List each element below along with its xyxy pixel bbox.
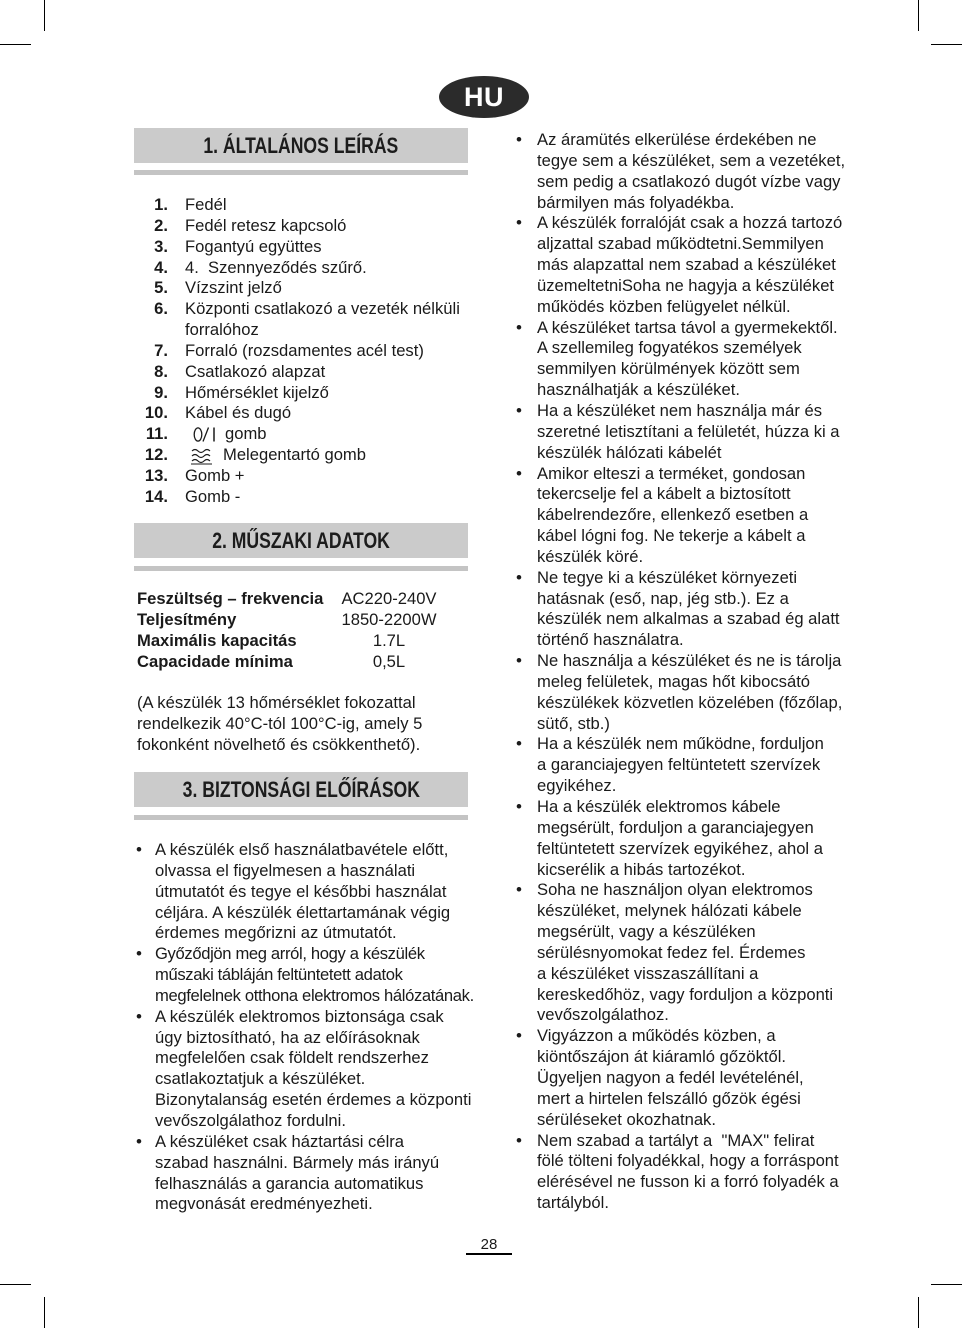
language-badge: HU	[439, 76, 529, 118]
list-item	[130, 403, 475, 424]
bullet-item	[516, 1026, 936, 1130]
item-label: gomb	[225, 424, 267, 444]
bullet-text: Vigyázzon a működés közben, a kiöntőszájon át kiáramló gőzöktől. Ügyeljen nagyon a fedél levételénél, mert a hirtelen felszálló gőzök égési sérüléseket okozhatnak.	[537, 1026, 804, 1129]
item-label: Központi csatlakozó a vezeték nélküli forralóhoz	[185, 299, 465, 340]
bullet-item	[516, 213, 936, 317]
item-number: 12.	[144, 445, 168, 465]
bullet-symbol: •	[516, 463, 522, 483]
crop-mark-top-left-vertical	[44, 0, 45, 31]
bullet-item	[136, 840, 481, 944]
bullet-text: Ha a készüléket nem használja már és szeretné letisztítani a felületét, húzza ki a készülék hálózati kábelét	[537, 400, 840, 462]
spec-row	[137, 631, 447, 652]
spec-label: Feszültség – frekvencia	[137, 589, 324, 608]
bullet-item	[516, 880, 936, 1026]
bullet-symbol: •	[516, 1130, 522, 1150]
spec-row	[137, 610, 447, 631]
item-label: Gomb -	[185, 486, 241, 506]
bullet-text: A készülék elektromos biztonsága csak úgy biztosítható, ha az előírásoknak megfelelően csak földelt rendszerhez csatlakoztatjuk a készüléket. Bizonytalanság esetén érdemes a központi vevőszolgálathoz fordulni.	[155, 1006, 472, 1130]
item-number: 5.	[154, 278, 168, 298]
item-number: 6.	[154, 299, 168, 319]
bullet-symbol: •	[516, 317, 522, 337]
item-label: Csatlakozó alapzat	[185, 361, 326, 381]
section-header-general-description	[134, 128, 468, 163]
item-label: Forraló (rozsdamentes acél test)	[185, 340, 424, 360]
bullet-text: Ne tegye ki a készüléket környezeti hatásnak (eső, nap, jég stb.). Ez a készülék nem alkalmas a szabad ég alatt történő használatra.	[537, 567, 840, 650]
crop-mark-bottom-right-vertical	[918, 1297, 919, 1328]
crop-mark-bottom-left-horizontal	[0, 1284, 31, 1285]
bullet-symbol: •	[516, 130, 522, 149]
keep-warm-icon	[188, 447, 215, 465]
safety-list-left	[136, 840, 481, 1215]
list-item	[130, 341, 475, 362]
bullet-symbol: •	[516, 400, 522, 420]
item-label-with-icon	[185, 445, 470, 466]
bullet-item	[516, 401, 936, 464]
list-item	[130, 216, 475, 237]
item-number: 7.	[154, 340, 168, 360]
bullet-symbol: •	[516, 567, 522, 587]
bullet-item	[516, 734, 936, 797]
bullet-item	[516, 130, 936, 213]
bullet-text: A készüléket csak háztartási célra szabad használni. Bármely más irányú felhasználás a garancia automatikus megvonását eredményezheti.	[155, 1131, 440, 1214]
bullet-item	[516, 568, 936, 651]
bullet-text: A készülék forralóját csak a hozzá tartozó aljzattal szabad működtetni.Semmilyen más alapzattal nem szabad a készüléket üzemeltetniSoha ne hagyja a készüléket működés közben felügyelet nélkül.	[537, 213, 843, 316]
list-item	[130, 487, 475, 508]
item-number: 9.	[154, 382, 168, 402]
item-number: 8.	[154, 361, 168, 381]
bullet-symbol: •	[516, 797, 522, 816]
spec-value: AC220-240V	[341, 589, 437, 608]
bullet-item	[136, 1007, 481, 1132]
section-title: 2. MŰSZAKI ADATOK	[212, 527, 390, 553]
bullet-item	[516, 1131, 936, 1214]
item-label: Fedél retesz kapcsoló	[185, 215, 347, 235]
item-label: Gomb +	[185, 465, 245, 485]
list-item	[130, 258, 475, 279]
bullet-text: Ha a készülék nem működne, forduljon a garanciajegyen feltüntetett szervízek egyikéhez.	[537, 734, 824, 796]
bullet-symbol: •	[516, 651, 522, 671]
list-item	[130, 278, 475, 299]
spec-label: Capacidade mínima	[137, 651, 293, 671]
item-label: Melegentartó gomb	[223, 445, 366, 465]
page-number: 28	[480, 1236, 498, 1253]
crop-mark-top-right-horizontal	[931, 44, 962, 45]
spec-label: Maximális kapacitás	[137, 630, 297, 650]
item-number: 4.	[154, 257, 168, 277]
spec-value: 1850-2200W	[341, 609, 437, 629]
safety-list-right	[516, 130, 936, 1214]
item-number: 11.	[145, 424, 168, 444]
item-label: Fogantyú együttes	[185, 236, 322, 256]
item-number: 14.	[144, 486, 168, 506]
list-item	[130, 195, 475, 216]
bullet-text: A készüléket tartsa távol a gyermekektől. A szellemileg fogyatékos személyek semmilyen körülmények között sem használhatják a készüléket.	[537, 317, 838, 400]
bullet-symbol: •	[516, 213, 522, 233]
bullet-symbol: •	[136, 1131, 142, 1151]
item-number: 13.	[144, 465, 168, 485]
bullet-item	[136, 1132, 481, 1215]
crop-mark-top-left-horizontal	[0, 44, 31, 45]
crop-mark-bottom-left-vertical	[44, 1297, 45, 1328]
crop-mark-top-right-vertical	[918, 0, 919, 31]
power-on-off-icon	[193, 426, 217, 443]
page-number-underline	[466, 1253, 512, 1255]
spec-table	[137, 589, 447, 672]
bullet-text: Ha a készülék elektromos kábele megsérült, forduljon a garanciajegyen feltüntetett szervízek egyikéhez, ahol a kicserélik a hibás tartozékot.	[537, 797, 823, 879]
list-item	[130, 299, 475, 341]
spec-row	[137, 589, 447, 610]
bullet-symbol: •	[516, 880, 522, 900]
bullet-symbol: •	[516, 734, 522, 754]
item-label: 4. Szennyeződés szűrő.	[185, 257, 367, 277]
parts-list	[130, 195, 475, 508]
bullet-text: A készülék első használatbavétele előtt, olvassa el figyelmesen a használati útmutatót és tegye el későbbi használat céljára. A készülék élettartamának végig érdemes megőrizni az útmutatót.	[155, 840, 451, 943]
spec-value: 0,5L	[372, 651, 406, 671]
item-number: 10.	[144, 403, 168, 423]
item-label: Vízszint jelző	[185, 278, 282, 298]
item-label: Kábel és dugó	[185, 403, 292, 423]
section-header-safety	[134, 772, 468, 807]
crop-mark-bottom-right-horizontal	[931, 1284, 962, 1285]
list-item	[130, 466, 475, 487]
bullet-symbol: •	[136, 840, 142, 859]
bullet-text: Soha ne használjon olyan elektromos készüléket, melynek hálózati kábele megsérült, vagy a készüléken sérülésnyomokat fedez fel. Érdemes a készüléket visszaszállítani a kereskedőhöz, vagy forduljon a központi vevőszolgálathoz.	[537, 880, 834, 1025]
list-item	[130, 362, 475, 383]
item-label-with-icon	[185, 424, 470, 445]
temperature-note: (A készülék 13 hőmérséklet fokozattal rendelkezik 40°C-tól 100°C-ig, amely 5 fokonként növelhető és csökkenthető).	[137, 693, 423, 754]
section-rule	[134, 170, 468, 175]
item-number: 2.	[154, 215, 168, 235]
bullet-symbol: •	[136, 1006, 142, 1026]
item-number: 1.	[154, 195, 168, 214]
spec-label: Teljesítmény	[137, 609, 237, 629]
bullet-symbol: •	[136, 944, 142, 964]
bullet-symbol: •	[516, 1026, 522, 1046]
list-item	[130, 237, 475, 258]
bullet-text: Az áramütés elkerülése érdekében ne tegye sem a készüléket, sem a vezetéket, sem pedig a csatlakozó dugót vízbe vagy bármilyen más folyadékba.	[537, 130, 846, 212]
section-title: 3. BIZTONSÁGI ELŐÍRÁSOK	[182, 776, 420, 802]
list-item	[130, 424, 475, 445]
bullet-text: Győződjön meg arról, hogy a készülék műszaki tábláján feltüntetett adatok megfelelnek otthona elektromos hálózatának.	[155, 944, 474, 1005]
bullet-item	[516, 318, 936, 401]
section-rule	[134, 566, 468, 571]
bullet-text: Nem szabad a tartályt a "MAX" felirat fölé tölteni folyadékkal, hogy a forráspont elérésével ne fusson ki a forró folyadék a tartályból.	[537, 1130, 839, 1213]
bullet-item	[516, 797, 936, 880]
bullet-text: Ne használja a készüléket és ne is tárolja meleg felületek, magas hőt kibocsátó készülékek közvetlen közelében (főzőlap, sütő, stb.)	[537, 651, 843, 733]
item-number: 3.	[154, 236, 168, 256]
bullet-item	[516, 464, 936, 568]
item-label: Fedél	[185, 195, 227, 214]
section-header-technical-data	[134, 523, 468, 558]
bullet-item	[136, 944, 481, 1007]
list-item	[130, 383, 475, 404]
spec-row	[137, 652, 447, 673]
list-item	[130, 445, 475, 466]
bullet-text: Amikor elteszi a terméket, gondosan tekercselje fel a kábelt a biztosított kábelrendezőre, ellenkező esetben a kábel lógni fog. Ne tekerje a kábelt a készülék köré.	[537, 463, 809, 566]
bullet-item	[516, 651, 936, 734]
section-rule	[134, 815, 468, 820]
item-label: Hőmérséklet kijelző	[185, 382, 329, 402]
section-title: 1. ÁLTALÁNOS LEÍRÁS	[203, 132, 399, 158]
spec-value: 1.7L	[372, 630, 406, 650]
